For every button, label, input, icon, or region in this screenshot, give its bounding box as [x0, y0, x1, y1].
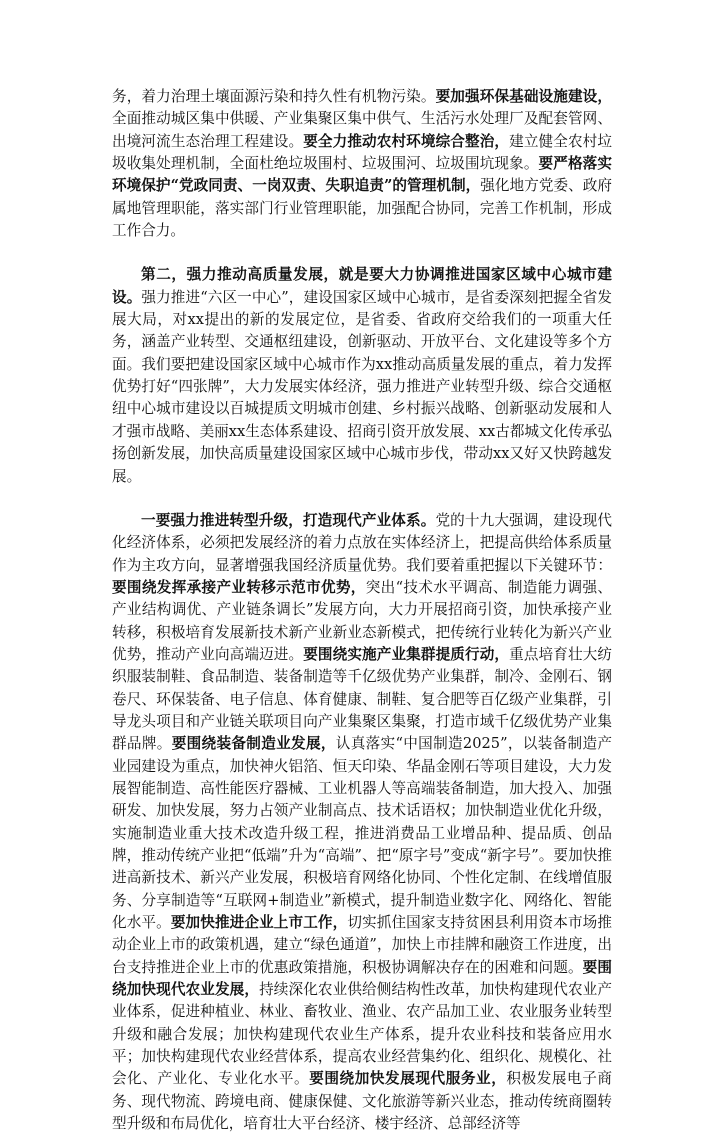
text-run: 党的十九大强调，建设现代化经济体系，必须把发展经济的着力点放在实体经济上，把提高供给体系质量作为主攻方向，显著增强我国经济质量优势。我们要着重把握以下关键环节： — [112, 511, 612, 574]
bold-heading: 要加强环保基础设施建设， — [435, 88, 612, 105]
bold-heading: 要围绕发挥承接产业转移示范市优势， — [112, 578, 366, 596]
section-heading: 一要强力推进转型升级，打造现代产业体系。 — [141, 511, 436, 529]
text-run: 建立健全农村垃圾收集处理机制，全面杜绝垃圾围村、垃圾围河、垃圾围坑现象。 — [112, 132, 612, 173]
bold-heading: 要围绕加快现代农业发展， — [112, 958, 612, 999]
text-run: 持续深化农业供给侧结构性改革，加快构建现代农业产业体系，促进种植业、林业、畜牧业、渔业、农产品加工业、农业服务业转型升级和融合发展；加快构建现代农业生产体系，提升农业科技和装备应用水平；加快构建现代农业经营体系，提高农业经营集约化、组织化、规模化、社会化、产业化、专业化水平。 — [112, 981, 612, 1088]
text-run: 务，着力治理土壤面源污染和持久性有机物污染。 — [112, 88, 436, 105]
document-page — [112, 86, 612, 1135]
text-run: 切实抓住国家支持贫困县利用资本市场推动企业上市的政策机遇，建立“绿色通道”，加快上市挂牌和融资工作进度，出台支持推进企业上市的优惠政策措施，积极协调解决存在的困难和问题。 — [112, 914, 612, 976]
paragraph-regional-center — [112, 264, 612, 487]
paragraph-gap — [112, 242, 612, 264]
text-run: 重点培育壮大纺织服装制鞋、食品制造、装备制造等千亿级优势产业集群，制冷、金刚石、钢卷尺、环保装备、电子信息、体育健康、制鞋、复合肥等百亿级产业集群，引导龙头项目和产业链关联项目向产业集聚区集聚，打造市域千亿级优势产业集群品牌。 — [112, 645, 612, 753]
text-run: 强力推进“六区一中心”，建设国家区域中心城市，是省委深刻把握全省发展大局，对xx提出的新的发展定位，是省委、省政府交给我们的一项重大任务，涵盖产业转型、交通枢纽建设，创新驱动、开放平台、文化建设等多个方面。我们要把建设国家区域中心城市作为xx推动高质量发展的重点，着力发挥优势打好“四张牌”，大力发展实体经济，强力推进产业转型升级、综合交通枢纽中心城市建设以百城提质文明城市创建、乡村振兴战略、创新驱动发展和人才强市战略、美丽xx生态体系建设、招商引资开放发展、xx古都城文化传承弘扬创新发展，加快高质量建设国家区域中心城市步伐，带动xx又好又快跨越发展。 — [112, 288, 612, 485]
text-run: 积极发展电子商务、现代物流、跨境电商、健康保健、文化旅游等新兴业态，推动传统商圈转型升级和布局优化，培育壮大平台经济、楼宇经济、总部经济等 — [112, 1070, 612, 1133]
text-run: 突出“技术水平调高、制造能力调强、产业结构调优、产业链条调长”发展方向，大力开展招商引资，加快承接产业转移，积极培育发展新技术新产业新业态新模式，把传统行业转化为新兴产业优势，推动产业向高端迈进。 — [112, 578, 612, 663]
bold-heading: 要围绕实施产业集群提质行动， — [303, 645, 510, 663]
bold-heading: 要全力推动农村环境综合整治， — [303, 132, 510, 150]
text-run: 全面推动城区集中供暖、产业集聚区集中供气、生活污水处理厂及配套管网、出境河流生态治理工程建设。 — [112, 110, 612, 150]
paragraph-gap — [112, 488, 612, 510]
bold-heading: 要围绕加快发展现代服务业， — [309, 1070, 507, 1088]
bold-heading: 要围绕装备制造业发展， — [171, 735, 336, 753]
paragraph-environment — [112, 86, 612, 242]
bold-heading: 要加快推进企业上市工作， — [170, 914, 348, 932]
text-run: 认真落实“中国制造2025”，以装备制造产业园建设为重点，加快神火铝箔、恒天印染、华晶金刚石等项目建设，大力发展智能制造、高性能医疗器械、工业机器人等高端装备制造，加大投入、加强研发、加快发展，努力占领产业制高点、技术话语权；加快制造业优化升级，实施制造业重大技术改造升级工程，推进消费品工业增品种、提品质、创品牌，推动传统产业把“低端”升为“高端”、把“原字号”变成“新字号”。要加快推进高新技术、新兴产业发展，积极培育网络化协同、个性化定制、在线增值服务、分享制造等“互联网+制造业”新模式，提升制造业数字化、网络化、智能化水平。 — [112, 735, 612, 932]
bold-heading: 要严格落实环境保护“党政同责、一岗双责、失职追责”的管理机制， — [112, 155, 612, 195]
section-heading: 第二，强力推动高质量发展，就是要大力协调推进国家区域中心城市建设。 — [112, 266, 612, 306]
text-run: 强化地方党委、政府属地管理职能，落实部门行业管理职能，加强配合协同，完善工作机制，形成工作合力。 — [112, 177, 612, 240]
paragraph-industrial-upgrade — [112, 510, 612, 1135]
